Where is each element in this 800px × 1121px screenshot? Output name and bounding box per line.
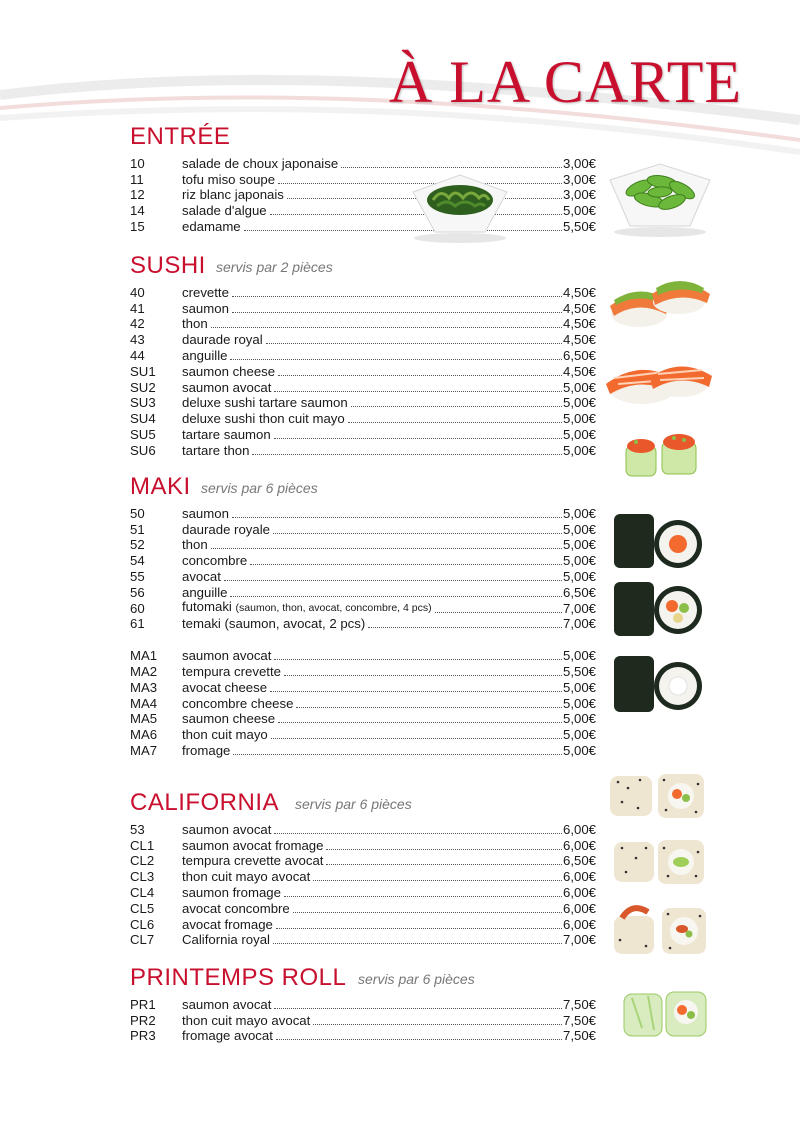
- menu-item-row: [130, 363, 596, 379]
- section-header: [130, 123, 596, 155]
- dot-leader: [232, 312, 562, 313]
- item-price: 3,00€: [562, 187, 596, 203]
- item-name-wrap: [182, 219, 241, 234]
- menu-item-row: [130, 726, 596, 742]
- menu-item-row: [130, 616, 596, 632]
- menu-item-row: [130, 202, 596, 218]
- item-name-wrap: [182, 411, 345, 426]
- item-price: 7,00€: [562, 932, 596, 948]
- item-code: 10: [130, 155, 145, 171]
- dot-leader: [326, 864, 562, 865]
- menu-item-row: [130, 347, 596, 363]
- item-code: 40: [130, 284, 145, 300]
- dot-leader: [278, 722, 562, 723]
- item-list: [130, 505, 596, 631]
- dot-leader: [348, 422, 562, 423]
- item-price: 5,00€: [562, 742, 596, 758]
- item-name: salade de choux japonaise: [182, 155, 339, 171]
- item-list: [130, 155, 596, 234]
- salmon-avocado-nigiri-photo: [604, 268, 714, 338]
- item-code: CL3: [130, 869, 155, 885]
- item-name: thon cuit mayo: [182, 727, 268, 743]
- menu-item-row: [130, 300, 596, 316]
- item-name-wrap: [182, 743, 230, 758]
- menu-item-row: [130, 884, 596, 900]
- item-code: SU4: [130, 411, 156, 427]
- dot-leader: [250, 564, 562, 565]
- menu-item-row: [130, 584, 596, 600]
- item-code: MA1: [130, 648, 158, 664]
- menu-item-row: [130, 410, 596, 426]
- menu-item-row: [130, 600, 596, 616]
- menu-item-row: [130, 742, 596, 758]
- item-name: tofu miso soupe: [182, 171, 276, 187]
- item-price: 5,00€: [562, 426, 596, 442]
- item-price: 5,00€: [562, 679, 596, 695]
- item-price: 6,50€: [562, 853, 596, 869]
- item-name: concombre cheese: [182, 695, 294, 711]
- item-code: MA5: [130, 711, 158, 727]
- item-name-wrap: [182, 680, 267, 695]
- item-name-wrap: [182, 301, 229, 316]
- menu-item-row: [130, 695, 596, 711]
- item-name-wrap: [182, 569, 221, 584]
- dot-leader: [326, 849, 562, 850]
- menu-item-row: [130, 868, 596, 884]
- item-name-wrap: [182, 395, 348, 410]
- item-name-wrap: [182, 616, 365, 631]
- item-code: SU5: [130, 426, 156, 442]
- dot-leader: [233, 754, 562, 755]
- menu-item-row: [130, 218, 596, 234]
- item-name-wrap: [182, 727, 268, 742]
- item-name-wrap: [182, 932, 270, 947]
- item-name: tempura crevette: [182, 663, 281, 679]
- item-price: 5,50€: [562, 663, 596, 679]
- futomaki-photo: [612, 578, 704, 640]
- menu-item-row: [130, 996, 596, 1012]
- item-code: 44: [130, 347, 145, 363]
- dot-leader: [276, 1039, 562, 1040]
- item-price: 5,00€: [562, 521, 596, 537]
- dot-leader: [313, 880, 562, 881]
- dot-leader: [252, 454, 562, 455]
- menu-item-row: [130, 521, 596, 537]
- edamame-bowl-photo: [604, 160, 716, 240]
- section-maki: [130, 473, 596, 758]
- menu-item-row: [130, 568, 596, 584]
- section-title: CALIFORNIA: [130, 789, 280, 816]
- item-name: saumon: [182, 300, 229, 316]
- menu-item-row: [130, 316, 596, 332]
- item-price: 6,00€: [562, 916, 596, 932]
- item-code: CL1: [130, 837, 155, 853]
- item-name-wrap: [182, 853, 323, 868]
- printemps-roll-photo: [622, 988, 710, 1040]
- item-name-wrap: [182, 696, 293, 711]
- menu-item-row: [130, 647, 596, 663]
- menu-item-row: [130, 916, 596, 932]
- menu-item-row: [130, 1028, 596, 1044]
- menu-item-row: [130, 505, 596, 521]
- item-list: [130, 647, 596, 758]
- item-name-wrap: [182, 187, 284, 202]
- section-title: SUSHI: [130, 252, 206, 279]
- item-code: MA4: [130, 695, 158, 711]
- item-code: PR2: [130, 1012, 156, 1028]
- item-code: 56: [130, 584, 145, 600]
- salmon-maki-photo: [612, 508, 704, 572]
- dot-leader: [351, 406, 562, 407]
- menu-item-row: [130, 932, 596, 948]
- item-price: 3,00€: [562, 171, 596, 187]
- item-name: deluxe sushi thon cuit mayo: [182, 411, 345, 427]
- item-price: 5,00€: [562, 553, 596, 569]
- item-code: 52: [130, 537, 145, 553]
- item-price: 4,50€: [562, 300, 596, 316]
- list-gap: [130, 631, 596, 647]
- dot-leader: [276, 928, 562, 929]
- dot-leader: [368, 627, 562, 628]
- item-code: PR3: [130, 1028, 156, 1044]
- menu-item-row: [130, 853, 596, 869]
- section-printemps-roll: [130, 964, 596, 1043]
- item-name: avocat: [182, 568, 221, 584]
- item-name: saumon fromage: [182, 884, 281, 900]
- item-name-wrap: [182, 156, 338, 171]
- dot-leader: [293, 912, 562, 913]
- menu-item-row: [130, 331, 596, 347]
- item-name-wrap: [182, 172, 275, 187]
- section-header: [130, 252, 596, 284]
- item-price: 3,00€: [562, 155, 596, 171]
- item-name: thon cuit mayo avocat: [182, 869, 311, 885]
- item-name-wrap: [182, 885, 281, 900]
- item-note: (saumon, thon, avocat, concombre, 4 pcs): [235, 601, 432, 614]
- item-code: 11: [130, 171, 144, 187]
- item-name: saumon avocat: [182, 379, 272, 395]
- item-name: avocat fromage: [182, 916, 273, 932]
- salmon-nigiri-photo: [604, 350, 714, 412]
- menu-item-row: [130, 187, 596, 203]
- dot-leader: [296, 707, 562, 708]
- item-name: saumon cheese: [182, 711, 276, 727]
- item-name: anguille: [182, 584, 228, 600]
- item-code: CL6: [130, 916, 155, 932]
- item-name-wrap: [182, 997, 271, 1012]
- page-title: À LA CARTE: [388, 49, 742, 115]
- dot-leader: [435, 612, 562, 613]
- item-price: 4,50€: [562, 316, 596, 332]
- dot-leader: [232, 296, 562, 297]
- item-name-wrap: [182, 203, 267, 218]
- item-name: edamame: [182, 218, 241, 234]
- cheese-maki-photo: [612, 652, 704, 716]
- menu-item-row: [130, 1012, 596, 1028]
- dot-leader: [274, 659, 562, 660]
- item-price: 7,50€: [562, 996, 596, 1012]
- item-name-wrap: [182, 1028, 273, 1043]
- california-avocado-roll-photo: [612, 836, 708, 888]
- item-list: [130, 996, 596, 1043]
- item-code: 43: [130, 332, 145, 348]
- dot-leader: [313, 1024, 562, 1025]
- item-name-wrap: [182, 664, 281, 679]
- item-price: 7,50€: [562, 1012, 596, 1028]
- dot-leader: [266, 343, 562, 344]
- item-name: fromage avocat: [182, 1028, 273, 1044]
- item-name: thon cuit mayo avocat: [182, 1012, 311, 1028]
- menu-item-row: [130, 426, 596, 442]
- section-entree: [130, 123, 596, 234]
- dot-leader: [274, 391, 562, 392]
- item-list: [130, 284, 596, 458]
- dot-leader: [284, 896, 562, 897]
- item-name-wrap: [182, 553, 247, 568]
- seaweed-salad-bowl-photo: [405, 170, 515, 245]
- item-name: thon: [182, 537, 208, 553]
- menu-item-row: [130, 171, 596, 187]
- section-title: MAKI: [130, 473, 191, 500]
- menu-item-row: [130, 395, 596, 411]
- item-code: SU6: [130, 442, 156, 458]
- item-price: 5,00€: [562, 411, 596, 427]
- item-name-wrap: [182, 285, 229, 300]
- item-price: 6,00€: [562, 869, 596, 885]
- dot-leader: [211, 327, 562, 328]
- item-name-wrap: [182, 364, 275, 379]
- item-price: 6,00€: [562, 821, 596, 837]
- dot-leader: [230, 596, 562, 597]
- item-name-wrap: [182, 332, 263, 347]
- item-name-wrap: [182, 427, 271, 442]
- section-sushi: [130, 252, 596, 458]
- item-name-wrap: [182, 348, 227, 363]
- dot-leader: [230, 359, 562, 360]
- item-price: 6,00€: [562, 900, 596, 916]
- item-price: 5,00€: [562, 711, 596, 727]
- item-code: CL5: [130, 900, 155, 916]
- dot-leader: [274, 438, 562, 439]
- item-name: daurade royal: [182, 332, 263, 348]
- item-price: 7,00€: [562, 600, 596, 616]
- item-name: thon: [182, 316, 208, 332]
- item-name: tartare thon: [182, 442, 250, 458]
- dot-leader: [271, 738, 562, 739]
- item-price: 5,00€: [562, 442, 596, 458]
- item-price: 5,00€: [562, 537, 596, 553]
- item-code: MA2: [130, 663, 158, 679]
- dot-leader: [274, 833, 562, 834]
- item-name: tartare saumon: [182, 426, 271, 442]
- dot-leader: [273, 943, 562, 944]
- item-name: saumon cheese: [182, 363, 276, 379]
- item-code: 51: [130, 521, 145, 537]
- item-name-wrap: [182, 522, 270, 537]
- dot-leader: [211, 548, 562, 549]
- item-name-wrap: [182, 506, 229, 521]
- item-name: temaki (saumon, avocat, 2 pcs): [182, 616, 366, 632]
- item-price: 5,00€: [562, 695, 596, 711]
- item-code: SU2: [130, 379, 156, 395]
- tartare-gunkan-photo: [622, 428, 702, 480]
- item-name: crevette: [182, 284, 229, 300]
- menu-item-row: [130, 442, 596, 458]
- section-header: [130, 964, 596, 996]
- item-name-wrap: [182, 443, 249, 458]
- item-code: 50: [130, 505, 145, 521]
- item-name: avocat cheese: [182, 679, 268, 695]
- dot-leader: [284, 675, 562, 676]
- item-list: [130, 821, 596, 947]
- item-name: avocat concombre: [182, 900, 290, 916]
- item-name-wrap: [182, 869, 310, 884]
- item-name: saumon avocat: [182, 648, 272, 664]
- item-price: 5,00€: [562, 505, 596, 521]
- menu-item-row: [130, 552, 596, 568]
- menu-item-row: [130, 663, 596, 679]
- section-header: [130, 473, 596, 505]
- item-code: MA3: [130, 679, 158, 695]
- item-price: 6,50€: [562, 584, 596, 600]
- item-name-wrap: [182, 838, 323, 853]
- item-price: 5,50€: [562, 218, 596, 234]
- item-code: 15: [130, 218, 145, 234]
- item-name: salade d'algue: [182, 203, 267, 219]
- item-code: 41: [130, 300, 145, 316]
- item-code: PR1: [130, 996, 156, 1012]
- item-name: California royal: [182, 932, 270, 948]
- menu-item-row: [130, 711, 596, 727]
- item-name: concombre: [182, 553, 248, 569]
- california-shrimp-roll-photo: [610, 900, 710, 958]
- item-name-wrap: [182, 822, 271, 837]
- dot-leader: [278, 375, 562, 376]
- item-name: saumon: [182, 505, 229, 521]
- dot-leader: [341, 167, 562, 168]
- item-price: 5,00€: [562, 568, 596, 584]
- section-subtitle: servis par 6 pièces: [201, 480, 318, 496]
- section-title: ENTRÉE: [130, 123, 231, 150]
- section-subtitle: servis par 6 pièces: [295, 796, 412, 812]
- item-name-wrap: [182, 1013, 310, 1028]
- item-code: SU1: [130, 363, 156, 379]
- item-name-wrap: [182, 917, 273, 932]
- dot-leader: [224, 580, 562, 581]
- item-price: 7,50€: [562, 1028, 596, 1044]
- item-name-wrap: [182, 711, 275, 726]
- section-header: [130, 789, 596, 821]
- item-price: 4,50€: [562, 363, 596, 379]
- item-name: deluxe sushi tartare saumon: [182, 395, 348, 411]
- item-code: 14: [130, 203, 145, 219]
- menu-item-row: [130, 155, 596, 171]
- dot-leader: [232, 517, 562, 518]
- item-name: tempura crevette avocat: [182, 853, 324, 869]
- section-title: PRINTEMPS ROLL: [130, 964, 347, 991]
- item-name-wrap: [182, 648, 271, 663]
- item-code: MA6: [130, 727, 158, 743]
- item-code: 54: [130, 553, 145, 569]
- dot-leader: [273, 533, 562, 534]
- item-name: saumon avocat: [182, 996, 272, 1012]
- item-price: 5,00€: [562, 203, 596, 219]
- item-price: 6,50€: [562, 347, 596, 363]
- item-name: saumon avocat fromage: [182, 837, 324, 853]
- california-salmon-roll-photo: [608, 770, 708, 822]
- item-price: 5,00€: [562, 727, 596, 743]
- menu-item-row: [130, 679, 596, 695]
- item-price: 7,00€: [562, 616, 596, 632]
- item-code: 12: [130, 187, 145, 203]
- item-price: 5,00€: [562, 648, 596, 664]
- item-price: 6,00€: [562, 884, 596, 900]
- menu-item-row: [130, 821, 596, 837]
- menu-item-row: [130, 837, 596, 853]
- item-name-wrap: [182, 585, 227, 600]
- menu-item-row: [130, 537, 596, 553]
- item-price: 6,00€: [562, 837, 596, 853]
- item-name-wrap: [182, 316, 208, 331]
- item-code: 55: [130, 568, 145, 584]
- item-code: SU3: [130, 395, 156, 411]
- item-code: CL4: [130, 884, 155, 900]
- item-code: 42: [130, 316, 145, 332]
- item-name-wrap: [182, 380, 271, 395]
- section-subtitle: servis par 6 pièces: [358, 971, 475, 987]
- section-california: [130, 789, 596, 947]
- section-subtitle: servis par 2 pièces: [216, 259, 333, 275]
- item-code: 61: [130, 616, 145, 632]
- item-name: anguille: [182, 347, 228, 363]
- item-name-wrap: [182, 537, 208, 552]
- item-code: CL2: [130, 853, 155, 869]
- dot-leader: [274, 1008, 562, 1009]
- item-price: 5,00€: [562, 395, 596, 411]
- item-code: CL7: [130, 932, 155, 948]
- item-code: 53: [130, 821, 145, 837]
- menu-item-row: [130, 900, 596, 916]
- item-name: futomaki: [182, 598, 232, 614]
- item-price: 4,50€: [562, 332, 596, 348]
- item-name-wrap: [182, 901, 290, 916]
- menu-item-row: [130, 379, 596, 395]
- item-code: MA7: [130, 742, 158, 758]
- item-price: 5,00€: [562, 379, 596, 395]
- item-name: daurade royale: [182, 521, 270, 537]
- dot-leader: [270, 691, 562, 692]
- item-name: saumon avocat: [182, 821, 272, 837]
- item-name: fromage: [182, 742, 231, 758]
- menu-item-row: [130, 284, 596, 300]
- item-name: riz blanc japonais: [182, 187, 284, 203]
- item-price: 4,50€: [562, 284, 596, 300]
- item-code: 60: [130, 600, 145, 616]
- item-name-wrap: [182, 599, 432, 616]
